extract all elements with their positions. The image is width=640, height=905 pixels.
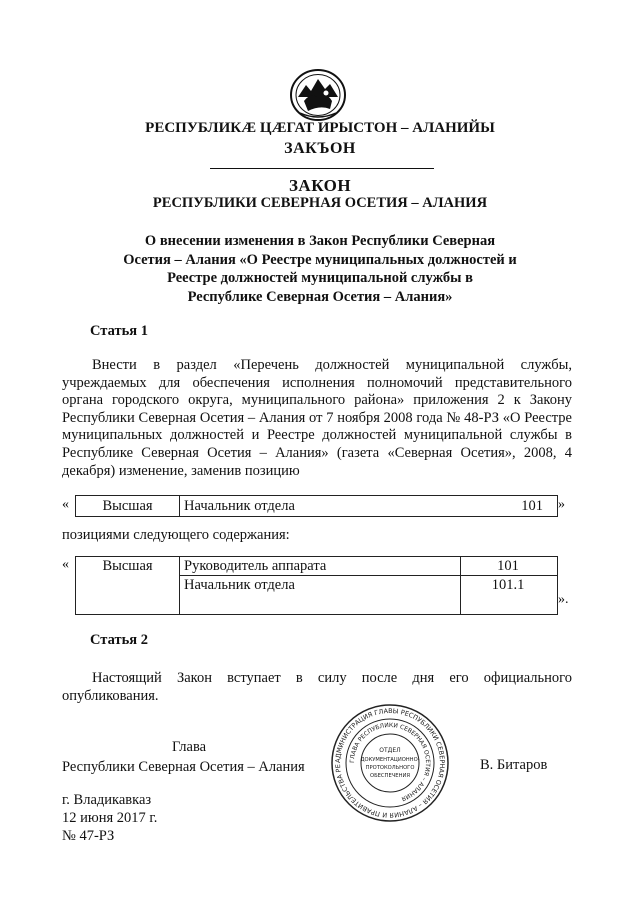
date: 12 июня 2017 г. — [62, 810, 158, 826]
table-cell-code: 101.1 — [491, 577, 525, 593]
quote-close: » — [558, 497, 565, 512]
table-cell-code: 101 — [497, 558, 519, 574]
ossetia-emblem-icon — [286, 67, 350, 123]
table-row — [180, 557, 557, 576]
signatory-name: В. Битаров — [480, 757, 548, 773]
quote-open: « — [62, 557, 69, 572]
law-title-line: О внесении изменения в Закон Республики Северная — [144, 233, 496, 249]
replaced-position-table — [75, 495, 558, 517]
table-cell-code: 101 — [521, 498, 543, 514]
republic-name-ossetian: РЕСПУБЛИКӔ ЦӔГАТ ИРЫСТОН – АЛАНИЙЫ — [145, 120, 495, 136]
republic-name-russian: РЕСПУБЛИКИ СЕВЕРНАЯ ОСЕТИЯ – АЛАНИЯ — [152, 195, 488, 211]
table-cell-group: Высшая — [76, 557, 180, 614]
signatory-title — [62, 737, 312, 777]
law-title-line: Республике Северная Осетия – Алания» — [187, 289, 453, 306]
official-seal-icon — [330, 703, 450, 823]
seal-center-line: ДОКУМЕНТАЦИОННО- — [360, 757, 420, 763]
table-cell-position: Начальник отдела — [184, 498, 295, 514]
law-title — [110, 232, 530, 307]
law-heading-ossetian: ЗАКЪОН — [284, 140, 356, 157]
law-number: № 47-РЗ — [62, 828, 115, 844]
new-positions-table — [75, 556, 558, 615]
article-1-heading: Статья 1 — [90, 323, 148, 339]
following-text: позициями следующего содержания: — [62, 527, 290, 543]
table-row — [180, 576, 557, 614]
table-cell-position: Руководитель аппарата — [184, 558, 327, 574]
seal-center-line: ПРОТОКОЛЬНОГО — [365, 765, 415, 771]
header-divider — [210, 168, 434, 169]
article-1-text: Внести в раздел «Перечень должностей муниципальной службы, учреждаемых для обеспечения исполнения полномочий представительного органа городского округа, муниципального района» приложения 2 к Закону Республики Северная Осетия – Алания от 7 ноября 2008 года № 48-РЗ «О Реестре муниципальных должностей и Реестре должностей муниципальной службы в Республике Северная Осетия – Алания» (газета «Северная Осетия», 2008, 4 декабря) изменение, заменив позицию — [62, 357, 572, 479]
article-2-heading: Статья 2 — [90, 632, 148, 648]
article-2-text: Настоящий Закон вступает в силу после дня его официального опубликования. — [62, 670, 572, 704]
quote-open: « — [62, 497, 69, 512]
seal-center-line: ОБЕСПЕЧЕНИЯ — [370, 773, 410, 779]
seal-center-line: ОТДЕЛ — [379, 747, 401, 754]
seal-outer-text: АДМИНИСТРАЦИЯ ГЛАВЫ РЕСПУБЛИКИ СЕВЕРНАЯ ОСЕТИЯ – АЛАНИЯ И ПРАВИТЕЛЬСТВА РЕ — [333, 706, 447, 820]
law-title-line: Осетия – Алания «О Реестре муниципальных должностей и — [123, 251, 517, 268]
signatory-title-line: Республики Северная Осетия – Алания — [62, 759, 305, 775]
signatory-title-line: Глава — [172, 739, 207, 755]
table-cell-group: Высшая — [76, 496, 180, 516]
seal-inner-text: ГЛАВА РЕСПУБЛИКИ СЕВЕРНАЯ ОСЕТИЯ – АЛАНИЯ — [348, 721, 432, 802]
table-column-divider — [460, 557, 461, 614]
law-heading-russian: ЗАКОН — [288, 176, 352, 195]
city: г. Владикавказ — [62, 792, 152, 808]
table-cell-position: Начальник отдела — [184, 577, 295, 593]
place-date-number — [62, 791, 157, 845]
quote-close: ». — [558, 592, 569, 607]
law-title-line: Реестре должностей муниципальной службы в — [167, 270, 473, 287]
